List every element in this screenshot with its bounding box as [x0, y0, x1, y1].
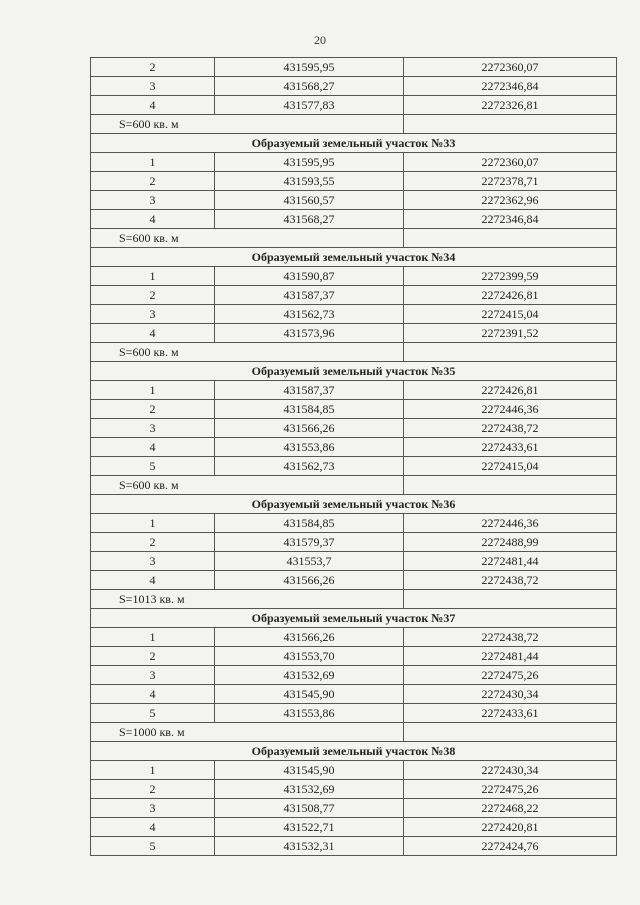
- table-row: [91, 438, 617, 457]
- x-coordinate-cell: 431587,37: [215, 286, 404, 305]
- point-number-cell: 5: [91, 457, 215, 476]
- table-row: [91, 172, 617, 191]
- point-number-cell: 4: [91, 210, 215, 229]
- x-coordinate-cell: 431562,73: [215, 305, 404, 324]
- table-row: [91, 305, 617, 324]
- table-row: [91, 96, 617, 115]
- x-coordinate-cell: 431553,7: [215, 552, 404, 571]
- x-coordinate-cell: 431532,31: [215, 837, 404, 856]
- point-number-cell: 4: [91, 438, 215, 457]
- x-coordinate-cell: 431577,83: [215, 96, 404, 115]
- table-row: [91, 153, 617, 172]
- x-coordinate-cell: 431584,85: [215, 514, 404, 533]
- table-row: [91, 324, 617, 343]
- point-number-cell: 3: [91, 191, 215, 210]
- y-coordinate-cell: 2272475,26: [404, 780, 617, 799]
- empty-cell: [404, 723, 617, 742]
- empty-cell: [404, 115, 617, 134]
- x-coordinate-cell: 431568,27: [215, 77, 404, 96]
- y-coordinate-cell: 2272475,26: [404, 666, 617, 685]
- table-row: [91, 552, 617, 571]
- section-header: Образуемый земельный участок №34: [91, 248, 617, 267]
- y-coordinate-cell: 2272360,07: [404, 153, 617, 172]
- point-number-cell: 4: [91, 571, 215, 590]
- table-row: [91, 647, 617, 666]
- x-coordinate-cell: 431532,69: [215, 780, 404, 799]
- y-coordinate-cell: 2272420,81: [404, 818, 617, 837]
- y-coordinate-cell: 2272399,59: [404, 267, 617, 286]
- x-coordinate-cell: 431595,95: [215, 58, 404, 77]
- section-header: Образуемый земельный участок №37: [91, 609, 617, 628]
- table-row: [91, 286, 617, 305]
- point-number-cell: 1: [91, 761, 215, 780]
- area-value: S=600 кв. м: [91, 229, 404, 248]
- point-number-cell: 3: [91, 666, 215, 685]
- y-coordinate-cell: 2272415,04: [404, 305, 617, 324]
- y-coordinate-cell: 2272430,34: [404, 761, 617, 780]
- x-coordinate-cell: 431590,87: [215, 267, 404, 286]
- point-number-cell: 4: [91, 685, 215, 704]
- section-header-row: [91, 134, 617, 153]
- area-row: [91, 115, 617, 134]
- y-coordinate-cell: 2272415,04: [404, 457, 617, 476]
- point-number-cell: 1: [91, 267, 215, 286]
- y-coordinate-cell: 2272488,99: [404, 533, 617, 552]
- coordinates-table-body: [91, 58, 617, 856]
- x-coordinate-cell: 431532,69: [215, 666, 404, 685]
- section-header: Образуемый земельный участок №33: [91, 134, 617, 153]
- y-coordinate-cell: 2272424,76: [404, 837, 617, 856]
- y-coordinate-cell: 2272326,81: [404, 96, 617, 115]
- y-coordinate-cell: 2272346,84: [404, 210, 617, 229]
- y-coordinate-cell: 2272481,44: [404, 647, 617, 666]
- x-coordinate-cell: 431568,27: [215, 210, 404, 229]
- x-coordinate-cell: 431584,85: [215, 400, 404, 419]
- area-row: [91, 229, 617, 248]
- area-value: S=1013 кв. м: [91, 590, 404, 609]
- point-number-cell: 3: [91, 799, 215, 818]
- section-header: Образуемый земельный участок №38: [91, 742, 617, 761]
- table-row: [91, 514, 617, 533]
- x-coordinate-cell: 431545,90: [215, 761, 404, 780]
- y-coordinate-cell: 2272433,61: [404, 438, 617, 457]
- point-number-cell: 1: [91, 628, 215, 647]
- point-number-cell: 1: [91, 514, 215, 533]
- point-number-cell: 1: [91, 381, 215, 400]
- x-coordinate-cell: 431579,37: [215, 533, 404, 552]
- y-coordinate-cell: 2272426,81: [404, 381, 617, 400]
- section-header-row: [91, 362, 617, 381]
- section-header: Образуемый земельный участок №36: [91, 495, 617, 514]
- point-number-cell: 4: [91, 96, 215, 115]
- empty-cell: [404, 229, 617, 248]
- area-row: [91, 723, 617, 742]
- x-coordinate-cell: 431593,55: [215, 172, 404, 191]
- point-number-cell: 2: [91, 286, 215, 305]
- x-coordinate-cell: 431566,26: [215, 571, 404, 590]
- table-row: [91, 666, 617, 685]
- y-coordinate-cell: 2272346,84: [404, 77, 617, 96]
- x-coordinate-cell: 431560,57: [215, 191, 404, 210]
- table-row: [91, 571, 617, 590]
- point-number-cell: 4: [91, 818, 215, 837]
- point-number-cell: 2: [91, 58, 215, 77]
- area-row: [91, 476, 617, 495]
- table-row: [91, 780, 617, 799]
- coordinates-table: [90, 57, 617, 856]
- table-row: [91, 400, 617, 419]
- table-row: [91, 58, 617, 77]
- x-coordinate-cell: 431553,70: [215, 647, 404, 666]
- point-number-cell: 2: [91, 780, 215, 799]
- area-value: S=600 кв. м: [91, 476, 404, 495]
- x-coordinate-cell: 431522,71: [215, 818, 404, 837]
- point-number-cell: 2: [91, 400, 215, 419]
- x-coordinate-cell: 431587,37: [215, 381, 404, 400]
- y-coordinate-cell: 2272481,44: [404, 552, 617, 571]
- y-coordinate-cell: 2272438,72: [404, 571, 617, 590]
- y-coordinate-cell: 2272446,36: [404, 514, 617, 533]
- area-value: S=600 кв. м: [91, 343, 404, 362]
- point-number-cell: 2: [91, 647, 215, 666]
- section-header-row: [91, 495, 617, 514]
- x-coordinate-cell: 431595,95: [215, 153, 404, 172]
- point-number-cell: 1: [91, 153, 215, 172]
- y-coordinate-cell: 2272438,72: [404, 628, 617, 647]
- y-coordinate-cell: 2272446,36: [404, 400, 617, 419]
- y-coordinate-cell: 2272360,07: [404, 58, 617, 77]
- y-coordinate-cell: 2272391,52: [404, 324, 617, 343]
- area-row: [91, 343, 617, 362]
- x-coordinate-cell: 431573,96: [215, 324, 404, 343]
- x-coordinate-cell: 431562,73: [215, 457, 404, 476]
- y-coordinate-cell: 2272378,71: [404, 172, 617, 191]
- y-coordinate-cell: 2272430,34: [404, 685, 617, 704]
- table-row: [91, 533, 617, 552]
- empty-cell: [404, 590, 617, 609]
- table-row: [91, 818, 617, 837]
- section-header-row: [91, 609, 617, 628]
- x-coordinate-cell: 431566,26: [215, 419, 404, 438]
- x-coordinate-cell: 431566,26: [215, 628, 404, 647]
- point-number-cell: 3: [91, 552, 215, 571]
- table-row: [91, 628, 617, 647]
- point-number-cell: 2: [91, 533, 215, 552]
- point-number-cell: 5: [91, 704, 215, 723]
- table-row: [91, 704, 617, 723]
- table-row: [91, 761, 617, 780]
- table-row: [91, 457, 617, 476]
- x-coordinate-cell: 431553,86: [215, 438, 404, 457]
- x-coordinate-cell: 431553,86: [215, 704, 404, 723]
- page-number: 20: [314, 33, 326, 47]
- y-coordinate-cell: 2272433,61: [404, 704, 617, 723]
- y-coordinate-cell: 2272362,96: [404, 191, 617, 210]
- table-row: [91, 267, 617, 286]
- section-header-row: [91, 742, 617, 761]
- area-row: [91, 590, 617, 609]
- section-header: Образуемый земельный участок №35: [91, 362, 617, 381]
- point-number-cell: 5: [91, 837, 215, 856]
- y-coordinate-cell: 2272438,72: [404, 419, 617, 438]
- point-number-cell: 3: [91, 77, 215, 96]
- x-coordinate-cell: 431545,90: [215, 685, 404, 704]
- point-number-cell: 2: [91, 172, 215, 191]
- section-header-row: [91, 248, 617, 267]
- point-number-cell: 3: [91, 419, 215, 438]
- table-row: [91, 381, 617, 400]
- table-row: [91, 77, 617, 96]
- y-coordinate-cell: 2272468,22: [404, 799, 617, 818]
- point-number-cell: 3: [91, 305, 215, 324]
- table-row: [91, 685, 617, 704]
- point-number-cell: 4: [91, 324, 215, 343]
- table-row: [91, 837, 617, 856]
- x-coordinate-cell: 431508,77: [215, 799, 404, 818]
- area-value: S=1000 кв. м: [91, 723, 404, 742]
- table-row: [91, 210, 617, 229]
- empty-cell: [404, 476, 617, 495]
- table-row: [91, 191, 617, 210]
- y-coordinate-cell: 2272426,81: [404, 286, 617, 305]
- empty-cell: [404, 343, 617, 362]
- table-row: [91, 419, 617, 438]
- area-value: S=600 кв. м: [91, 115, 404, 134]
- table-row: [91, 799, 617, 818]
